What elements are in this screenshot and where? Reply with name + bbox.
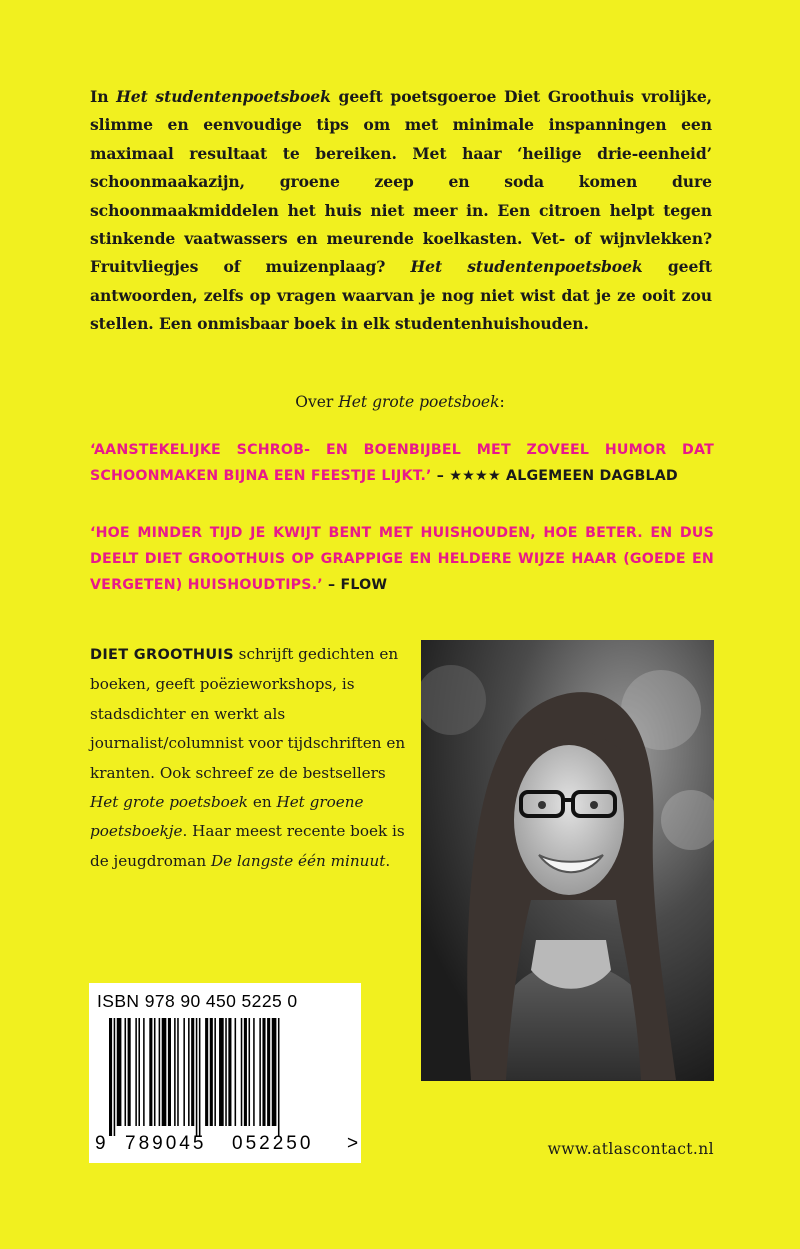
back-cover-blurb bbox=[90, 83, 712, 339]
quotes-intro bbox=[0, 393, 800, 411]
blurb-text-3: geeft antwoorden, zelfs op vragen waarvan je nog niet wist dat je ze ooit zou stellen. Een onmisbaar boek in elk studentenhuishouden. bbox=[90, 257, 712, 334]
bio-text-4: . bbox=[385, 851, 391, 870]
barcode-bar bbox=[196, 1018, 198, 1136]
barcode-bar bbox=[249, 1018, 251, 1126]
barcode-bar bbox=[205, 1018, 208, 1126]
barcode-bar bbox=[228, 1018, 231, 1126]
barcode-bar bbox=[149, 1018, 152, 1126]
barcode-bar bbox=[225, 1018, 227, 1126]
barcode-bar bbox=[159, 1018, 161, 1126]
press-quote-text: ‘HOE MINDER TIJD JE KWIJT BENT MET HUISHOUDEN, HOE BETER. EN DUS DEELT DIET GROOTHUIS OP GRAPPIGE EN HELDERE WIJZE HAAR (GOEDE EN VERGETEN) HUISHOUDTIPS.’ bbox=[90, 525, 714, 593]
barcode-bar bbox=[177, 1018, 179, 1126]
barcode-bar bbox=[214, 1018, 216, 1126]
barcode-first-digit: 9 bbox=[95, 1133, 106, 1154]
press-quote-source: – FLOW bbox=[322, 577, 388, 593]
blurb-book-title-1: Het studentenpoetsboek bbox=[116, 87, 331, 106]
barcode-bar bbox=[168, 1018, 171, 1126]
quotes-intro-suffix: : bbox=[499, 393, 505, 411]
blurb-text-2: geeft poetsgoeroe Diet Groothuis vrolijke, slimme en eenvoudige tips om met minimale inspanningen een maximaal resultaat te bereiken. Met haar ‘heilige drie-eenheid’ schoonmaakazijn, groene zeep en soda komen dure schoonmaakmiddelen het huis niet meer in. Een citroen helpt tegen stinkende vaatwassers en meurende koelkasten. Vet- of wijnvlekken? Fruitvliegjes of muizenplaag? bbox=[90, 87, 713, 277]
bio-text-2: en bbox=[248, 793, 277, 812]
barcode-bar bbox=[109, 1018, 112, 1136]
barcode-bar bbox=[262, 1018, 265, 1126]
barcode-bar bbox=[219, 1018, 224, 1126]
barcode-bar bbox=[278, 1018, 280, 1136]
barcode-bar bbox=[244, 1018, 247, 1126]
barcode-bar bbox=[174, 1018, 176, 1126]
barcode-bar bbox=[210, 1018, 213, 1126]
bio-text-3: . Haar meest recente boek is de jeugdroman bbox=[90, 822, 405, 870]
bio-text-1: schrijft gedichten en boeken, geeft poëzieworkshops, is stadsdichter en werkt als journalist/columnist voor tijdschriften en kranten. Ook schreef ze de bestsellers bbox=[90, 645, 406, 782]
quotes-intro-title: Het grote poetsboek bbox=[338, 393, 500, 411]
barcode-bar bbox=[272, 1018, 277, 1126]
press-quote-text: ‘AANSTEKELIJKE SCHROB- EN BOENBIJBEL MET ZOVEEL HUMOR DAT SCHOONMAKEN BIJNA EEN FEESTJE LIJKT.’ bbox=[90, 442, 714, 484]
barcode-bar bbox=[135, 1018, 137, 1126]
blurb-text-1: In bbox=[90, 87, 117, 106]
barcode-bar bbox=[162, 1018, 167, 1126]
barcode-bars bbox=[109, 1018, 341, 1136]
barcode-bar bbox=[253, 1018, 255, 1126]
barcode-bar bbox=[125, 1018, 127, 1126]
barcode-right-digits: 052250 bbox=[232, 1133, 314, 1154]
barcode-bar bbox=[183, 1018, 185, 1126]
barcode-bar bbox=[191, 1018, 194, 1126]
author-name: DIET GROOTHUIS bbox=[90, 647, 234, 663]
barcode-bar bbox=[259, 1018, 261, 1126]
isbn-barcode bbox=[89, 983, 361, 1163]
barcode-bar bbox=[117, 1018, 122, 1126]
quotes-intro-prefix: Over bbox=[295, 393, 339, 411]
press-quote bbox=[90, 520, 714, 598]
isbn-label: ISBN 978 90 450 5225 0 bbox=[97, 991, 298, 1011]
barcode-left-digits: 789045 bbox=[125, 1133, 207, 1154]
barcode-bar bbox=[267, 1018, 270, 1126]
barcode-bar bbox=[138, 1018, 140, 1126]
author-bio bbox=[90, 640, 408, 876]
barcode-bar bbox=[241, 1018, 243, 1126]
press-quote bbox=[90, 437, 714, 489]
barcode-arrow: > bbox=[347, 1133, 359, 1154]
barcode-bar bbox=[114, 1018, 116, 1136]
barcode-bar bbox=[188, 1018, 190, 1126]
author-photo bbox=[421, 640, 714, 1081]
barcode-bar bbox=[154, 1018, 156, 1126]
blurb-book-title-2: Het studentenpoetsboek bbox=[410, 257, 643, 277]
publisher-website: www.atlascontact.nl bbox=[547, 1140, 714, 1158]
bio-book-title-2: Het groene poetsboekje bbox=[90, 793, 364, 841]
barcode-bar bbox=[199, 1018, 201, 1136]
barcode-bar bbox=[235, 1018, 237, 1126]
barcode-bar bbox=[128, 1018, 131, 1126]
bio-book-title-3: De langste één minuut bbox=[210, 851, 386, 870]
author-portrait-illustration bbox=[421, 640, 714, 1081]
press-quote-source: – ★★★★ ALGEMEEN DAGBLAD bbox=[431, 468, 678, 484]
bio-book-title-1: Het grote poetsboek bbox=[90, 793, 249, 812]
barcode-bar bbox=[143, 1018, 145, 1126]
